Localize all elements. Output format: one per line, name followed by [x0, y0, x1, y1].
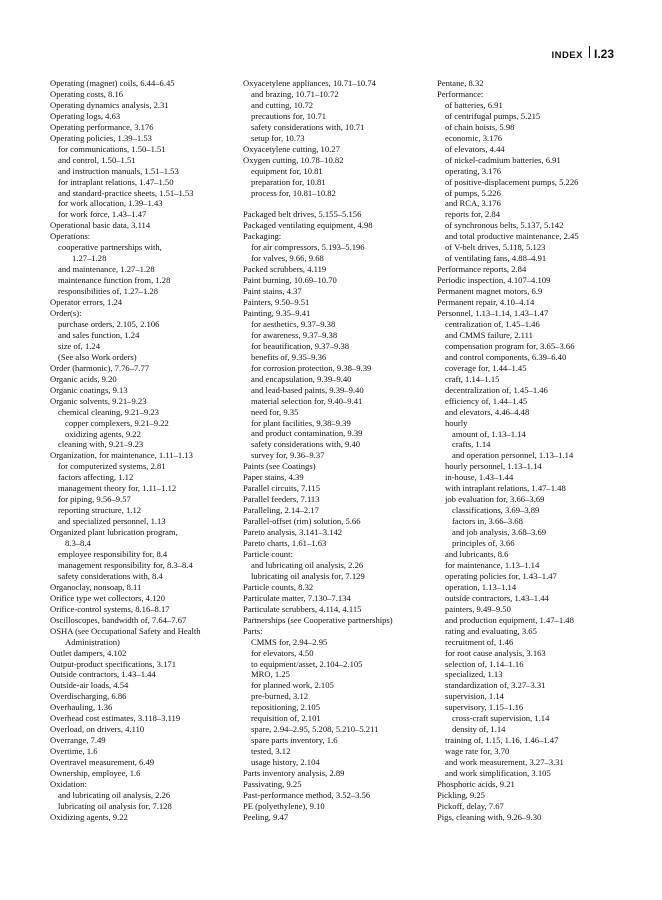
- index-subentry: to equipment/asset, 2.104–2.105: [251, 658, 363, 669]
- index-subentry: and operation personnel, 1.13–1.14: [452, 450, 574, 461]
- index-subentry: 1.27–1.28: [72, 253, 107, 264]
- index-subentry: of elevators, 4.44: [445, 143, 505, 154]
- index-subentry: and lubricating oil analysis, 2.26: [58, 789, 171, 800]
- index-subentry: painters, 9.49–9.50: [445, 603, 511, 614]
- index-subentry: and standard-practice sheets, 1.51–1.53: [58, 187, 194, 198]
- index-subentry: density of, 1.14: [452, 724, 506, 735]
- index-subentry: rating and evaluating, 3.65: [445, 625, 537, 636]
- index-subentry: precautions for, 10.71: [251, 110, 327, 121]
- index-subentry: operating, 3.176: [445, 165, 502, 176]
- index-subentry: in-house, 1.43–1.44: [445, 472, 514, 483]
- running-head: INDEX: [551, 50, 583, 61]
- index-entry: Oxyacetylene appliances, 10.71–10.74: [243, 78, 376, 88]
- page-number: I.23: [593, 47, 614, 61]
- index-subentry: chemical cleaning, 9.21–9.23: [58, 406, 159, 417]
- index-subentry: 8.3–8.4: [65, 538, 91, 549]
- index-subentry: and RCA, 3.176: [445, 198, 501, 209]
- index-entry: Operating policies, 1.39–1.53: [50, 132, 152, 143]
- index-entry: Past-performance method, 3.52–3.56: [243, 789, 371, 800]
- index-subentry: for valves, 9.66, 9.68: [251, 253, 324, 264]
- index-subentry: employee responsibility for, 8.4: [58, 548, 168, 559]
- index-subentry: and sales function, 1.24: [58, 329, 140, 340]
- index-entry: Parts:: [243, 625, 263, 636]
- index-subentry: hourly: [445, 417, 468, 428]
- index-subentry: purchase orders, 2.105, 2.106: [58, 318, 160, 329]
- index-subentry: supervisory, 1.15–1.16: [445, 702, 524, 713]
- page-header: [551, 46, 614, 61]
- index-entry: Organoclay, nonsoap, 8.11: [50, 581, 142, 592]
- index-entry: Operating dynamics analysis, 2.31: [50, 99, 169, 110]
- index-entry: Packed scrubbers, 4.119: [243, 264, 327, 275]
- index-entry: Parallel feeders, 7.113: [243, 494, 320, 505]
- index-subentry: copper complexers, 9.21–9.22: [65, 417, 169, 428]
- index-subentry: MRO, 1.25: [251, 669, 290, 680]
- index-subentry: cleaning with, 9.21–9.23: [58, 439, 144, 450]
- index-entry: Operating (magnet) coils, 6.44–6.45: [50, 78, 175, 88]
- index-subentry: pre-burned, 3.12: [251, 691, 309, 702]
- index-subentry: and product contamination, 9.39: [251, 428, 363, 439]
- index-entry: Overtravel measurement, 6.49: [50, 757, 155, 768]
- index-subentry: and job analysis, 3.68–3.69: [452, 527, 547, 538]
- index-subentry: process for, 10.81–10.82: [251, 187, 336, 198]
- index-subentry: coverage for, 1.44–1.45: [445, 362, 527, 373]
- index-subentry: for root cause analysis, 3.163: [445, 647, 546, 658]
- index-entry: Outside contractors, 1.43–1.44: [50, 669, 156, 680]
- index-subentry: reports for, 2.84: [445, 209, 501, 220]
- index-entry: Painting, 9.35–9.41: [243, 308, 311, 318]
- index-subentry: and total productive maintenance, 2.45: [445, 231, 579, 242]
- index-entry: Operator errors, 1.24: [50, 297, 123, 308]
- index-subentry: and cutting, 10.72: [251, 99, 314, 110]
- index-entry: Pigs, cleaning with, 9.26–9.30: [437, 811, 542, 822]
- index-subentry: classifications, 3.69–3.89: [452, 505, 540, 516]
- index-entry: Parallel circuits, 7.115: [243, 483, 321, 494]
- index-subentry: material selection for, 9.40–9.41: [251, 395, 363, 406]
- index-entry: Oxidizing agents, 9.22: [50, 811, 128, 822]
- index-entry: Peeling, 9.47: [243, 811, 289, 822]
- index-subentry: size of, 1.24: [58, 340, 101, 351]
- index-subentry: and elevators, 4.46–4.48: [445, 406, 530, 417]
- index-column-2: [243, 78, 433, 823]
- index-entry: Overload, on drivers, 4.110: [50, 724, 145, 735]
- index-entry: Permanent magnet motors, 6.9: [437, 286, 543, 297]
- index-subentry: for elevators, 4.50: [251, 647, 314, 658]
- index-subentry: management theory for, 1.11–1.12: [58, 483, 177, 494]
- index-subentry: benefits of, 9.35–9.36: [251, 351, 327, 362]
- index-entry: Oxygen cutting, 10.78–10.82: [243, 154, 344, 165]
- index-subentry: and work measurement, 3.27–3.31: [445, 757, 564, 768]
- index-subentry: of ventilating fans, 4.88–4.91: [445, 253, 547, 264]
- index-subentry: of batteries, 6.91: [445, 99, 503, 110]
- index-subentry: factors in, 3.66–3.68: [452, 516, 523, 527]
- index-entry: Operations:: [50, 231, 91, 242]
- index-subentry: (See also Work orders): [58, 351, 137, 362]
- index-entry: Overtime, 1.6: [50, 746, 98, 757]
- index-subentry: management responsibility for, 8.3–8.4: [58, 559, 193, 570]
- index-subentry: compensation program for, 3.65–3.66: [445, 340, 575, 351]
- index-subentry: and production equipment, 1.47–1.48: [445, 614, 574, 625]
- index-entry: Oxidation:: [50, 779, 87, 789]
- index-entry: Operating performance, 3.176: [50, 121, 154, 132]
- index-entry: Periodic inspection, 4.107–4.109: [437, 275, 551, 286]
- index-subentry: of positive-displacement pumps, 5.226: [445, 176, 579, 187]
- index-subentry: and lubricants, 8.6: [445, 548, 509, 559]
- index-subentry: for corrosion protection, 9.38–9.39: [251, 362, 372, 373]
- index-subentry: and lead-based paints, 9.39–9.40: [251, 384, 364, 395]
- index-entry: Paints (see Coatings): [243, 461, 316, 472]
- index-subentry: for work force, 1.43–1.47: [58, 209, 147, 220]
- index-subentry: for awareness, 9.37–9.38: [251, 329, 338, 340]
- index-entry: Paper stains, 4.39: [243, 472, 304, 483]
- index-entry: Particulate matter, 7.130–7.134: [243, 592, 351, 603]
- index-subentry: spare parts inventory, 1.6: [251, 735, 338, 746]
- index-subentry: for maintenance, 1.13–1.14: [445, 559, 540, 570]
- index-subentry: and lubricating oil analysis, 2.26: [251, 559, 364, 570]
- index-subentry: of centrifugal pumps, 5.215: [445, 110, 541, 121]
- index-entry: Operating logs, 4.63: [50, 110, 121, 121]
- index-subentry: and work simplification, 3.105: [445, 768, 551, 779]
- index-subentry: factors affecting, 1.12: [58, 472, 134, 483]
- index-subentry: for communications, 1.50–1.51: [58, 143, 166, 154]
- index-subentry: and brazing, 10.71–10.72: [251, 88, 339, 99]
- index-entry: Operational basic data, 3.114: [50, 220, 151, 231]
- index-entry: Paralleling, 2.14–2.17: [243, 505, 319, 516]
- index-subentry: training of, 1.15, 1.16, 1.46–1.47: [445, 735, 559, 746]
- index-entry: Oscilloscopes, bandwidth of, 7.64–7.67: [50, 614, 187, 625]
- index-entry: Pickoff, delay, 7.67: [437, 800, 504, 811]
- index-subentry: lubricating oil analysis for, 7.128: [58, 800, 172, 811]
- index-subentry: and encapsulation, 9.39–9.40: [251, 373, 352, 384]
- index-subentry: operation, 1.13–1.14: [445, 581, 517, 592]
- index-subentry: of synchronous belts, 5.137, 5.142: [445, 220, 564, 231]
- index-subentry: safety considerations with, 9.40: [251, 439, 361, 450]
- index-subentry: job evaluation for, 3.66–3.69: [445, 494, 545, 505]
- index-entry: Orifice-control systems, 8.16–8.17: [50, 603, 170, 614]
- index-entry: Parts inventory analysis, 2.89: [243, 768, 345, 779]
- index-entry: Packaging:: [243, 231, 282, 242]
- index-entry: Personnel, 1.13–1.14, 1.43–1.47: [437, 308, 549, 319]
- index-subentry: for planned work, 2.105: [251, 680, 334, 691]
- index-subentry: economic, 3.176: [445, 132, 503, 143]
- index-subentry: reporting structure, 1.12: [58, 505, 142, 516]
- index-subentry: of V-belt drives, 5.118, 5.123: [445, 242, 546, 253]
- index-subentry: for piping, 9.56–9.57: [58, 494, 131, 505]
- index-subentry: setup for, 10.73: [251, 132, 305, 143]
- index-entry: Orifice type wet collectors, 4.120: [50, 592, 166, 603]
- index-subentry: of chain hoists, 5.98: [445, 121, 515, 132]
- index-subentry: with intraplant relations, 1.47–1.48: [445, 483, 566, 494]
- index-subentry: and maintenance, 1.27–1.28: [58, 264, 155, 275]
- index-entry: Pentane, 8.32: [437, 78, 484, 88]
- index-entry: Oxyacetylene cutting, 10.27: [243, 143, 340, 154]
- index-entry: Organic solvents, 9.21–9.23: [50, 395, 147, 406]
- index-subentry: and CMMS failure, 2.111: [445, 329, 533, 340]
- index-subentry: efficiency of, 1.44–1.45: [445, 395, 528, 406]
- index-subentry: for plant facilities, 9.38–9.39: [251, 417, 351, 428]
- index-subentry: craft, 1.14–1.15: [445, 373, 500, 384]
- index-subentry: amount of, 1.13–1.14: [452, 428, 526, 439]
- index-subentry: cooperative partnerships with,: [58, 242, 162, 253]
- index-subentry: for aesthetics, 9.37–9.38: [251, 318, 336, 329]
- index-entry: Performance reports, 2.84: [437, 264, 527, 275]
- index-subentry: need for, 9.35: [251, 406, 299, 417]
- index-entry: Paint stains, 4.37: [243, 286, 302, 297]
- index-subentry: survey for, 9.36–9.37: [251, 450, 325, 461]
- index-entry: Overhauling, 1.36: [50, 702, 113, 713]
- index-entry: Outside-air loads, 4.54: [50, 680, 129, 691]
- index-subentry: tested, 3.12: [251, 746, 291, 757]
- index-entry: Packaged ventilating equipment, 4.98: [243, 220, 373, 231]
- index-entry: Partnerships (see Cooperative partnerships): [243, 614, 393, 625]
- index-subentry: and control components, 6.39–6.40: [445, 351, 567, 362]
- index-subentry: preparation for, 10.81: [251, 176, 326, 187]
- index-subentry: equipment for, 10.81: [251, 165, 323, 176]
- index-subentry: for computerized systems, 2.81: [58, 461, 166, 472]
- index-entry: Overdischarging, 6.86: [50, 691, 127, 702]
- index-subentry: for work allocation, 1.39–1.43: [58, 198, 163, 209]
- index-entry: Passivating, 9.25: [243, 778, 302, 789]
- index-entry: Output-product specifications, 3.171: [50, 658, 177, 669]
- index-subentry: wage rate for, 3.70: [445, 746, 510, 757]
- index-subentry: maintenance function from, 1.28: [58, 275, 171, 286]
- index-subentry: crafts, 1.14: [452, 439, 491, 450]
- index-entry: Outlet dampers, 4.102: [50, 647, 127, 658]
- index-subentry: lubricating oil analysis for, 7.129: [251, 570, 365, 581]
- index-subentry: hourly personnel, 1.13–1.14: [445, 461, 542, 472]
- index-subentry: cross-craft supervision, 1.14: [452, 713, 550, 724]
- index-subentry: CMMS for, 2.94–2.95: [251, 636, 328, 647]
- index-entry: Packaged belt drives, 5.155–5.156: [243, 209, 362, 220]
- index-entry: Overrange, 7.49: [50, 735, 106, 746]
- index-subentry: for intraplant relations, 1.47–1.50: [58, 176, 174, 187]
- index-entry: Order(s):: [50, 308, 82, 319]
- index-entry: Particle counts, 8.32: [243, 581, 314, 592]
- index-subentry: recruitment of, 1.46: [445, 636, 514, 647]
- index-entry: Particle count:: [243, 548, 293, 559]
- index-subentry: and specialized personnel, 1.13: [58, 516, 166, 527]
- index-subentry: standardization of, 3.27–3.31: [445, 680, 546, 691]
- index-subentry: for beautification, 9.37–9.38: [251, 340, 350, 351]
- index-subentry: principles of, 3.66: [452, 538, 515, 549]
- index-entry: PE (polyethylene), 9.10: [243, 800, 325, 811]
- index-entry: Ownership, employee, 1.6: [50, 768, 141, 779]
- index-subentry: outside contractors, 1.43–1.44: [445, 592, 549, 603]
- index-entry: Particulate scrubbers, 4.114, 4.115: [243, 603, 362, 614]
- index-subentry: operating policies for, 1.43–1.47: [445, 570, 557, 581]
- index-entry: Organic acids, 9.20: [50, 373, 117, 384]
- index-entry: Permanent repair, 4.10–4.14: [437, 297, 535, 308]
- header-divider: [589, 46, 590, 58]
- index-subentry: responsibilities of, 1.27–1.28: [58, 286, 159, 297]
- index-entry: Paint burning, 10.69–10.70: [243, 275, 337, 286]
- index-entry: Organic coatings, 9.13: [50, 384, 128, 395]
- index-entry: Pareto charts, 1.61–1.63: [243, 538, 327, 549]
- index-entry: Parallel-offset (rim) solution, 5.66: [243, 516, 361, 527]
- index-subentry: spare, 2.94–2.95, 5.208, 5.210–5.211: [251, 724, 379, 735]
- index-column-1: [50, 78, 240, 823]
- index-column-3: [437, 78, 627, 823]
- index-subentry: safety considerations with, 10.71: [251, 121, 365, 132]
- index-subentry: of pumps, 5.226: [445, 187, 501, 198]
- index-entry: Pickling, 9.25: [437, 789, 485, 800]
- index-subentry: repositioning, 2.105: [251, 702, 320, 713]
- index-subentry: selection of, 1.14–1.16: [445, 658, 524, 669]
- index-subentry: safety considerations with, 8.4: [58, 570, 163, 581]
- index-subentry: oxidizing agents, 9.22: [65, 428, 141, 439]
- index-subentry: decentralization of, 1.45–1.46: [445, 384, 548, 395]
- index-subentry: requisition of, 2.101: [251, 713, 321, 724]
- index-subentry: specialized, 1.13: [445, 669, 503, 680]
- index-subentry: Administration): [65, 636, 120, 647]
- index-subentry: and control, 1.50–1.51: [58, 154, 136, 165]
- index-entry: Organized plant lubrication program,: [50, 527, 178, 538]
- index-subentry: for air compressors, 5.193–5.196: [251, 242, 365, 253]
- index-entry: Phosphoric acids, 9.21: [437, 779, 515, 789]
- index-subentry: supervision, 1.14: [445, 691, 504, 702]
- index-entry: Painters, 9.50–9.51: [243, 297, 310, 308]
- index-entry: Organization, for maintenance, 1.11–1.13: [50, 450, 193, 461]
- index-entry: Pareto analysis, 3.141–3.142: [243, 527, 343, 538]
- index-subentry: centralization of, 1.45–1.46: [445, 318, 540, 329]
- index-entry: Overhead cost estimates, 3.118–3.119: [50, 713, 181, 724]
- index-entry: Order (harmonic), 7.76–7.77: [50, 362, 150, 373]
- index-entry: Performance:: [437, 88, 484, 99]
- index-entry: OSHA (see Occupational Safety and Health: [50, 625, 201, 636]
- section-gap: [243, 198, 433, 209]
- index-subentry: and instruction manuals, 1.51–1.53: [58, 165, 179, 176]
- index-subentry: usage history, 2.104: [251, 757, 320, 768]
- index-entry: Operating costs, 8.16: [50, 88, 124, 99]
- index-subentry: of nickel-cadmium batteries, 6.91: [445, 154, 561, 165]
